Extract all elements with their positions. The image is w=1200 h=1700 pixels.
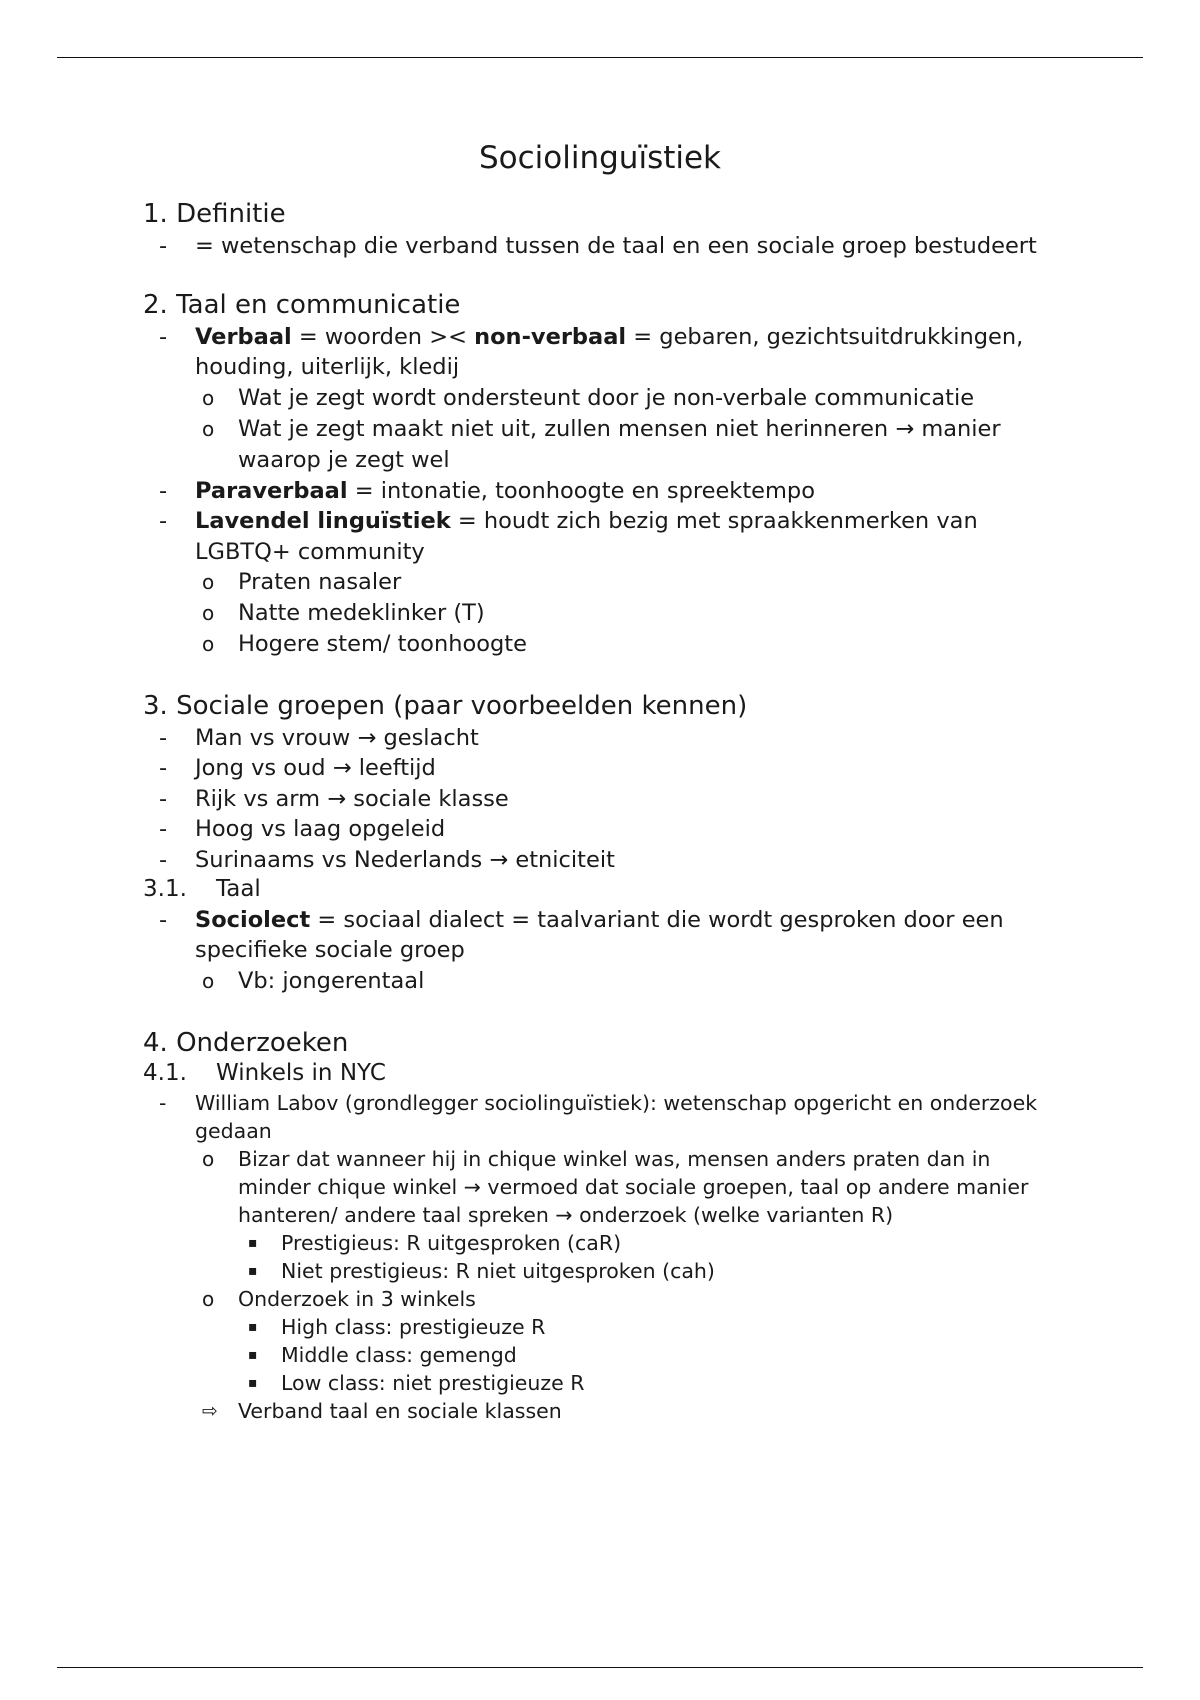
subsection-number: 3.1. (143, 876, 187, 902)
definitie-list (143, 231, 1063, 262)
term-non-verbaal: non-verbaal (474, 323, 627, 350)
page-title: Sociolinguïstiek (478, 140, 722, 176)
header-rule (57, 57, 1143, 58)
section-heading-sociale-groepen: 3. Sociale groepen (paar voorbeelden kennen) (143, 691, 748, 721)
circle-bullet: o (202, 416, 215, 441)
document-body (143, 198, 1063, 1425)
list-item (195, 567, 1063, 598)
item-text: Verband taal en sociale klassen (238, 1399, 562, 1424)
arrow-bullet-icon: ⇨ (202, 1400, 218, 1423)
list-item (143, 476, 1063, 507)
item-text: Natte medeklinker (T) (238, 600, 485, 626)
onderzoeken-block (143, 1089, 1063, 1425)
term-lavendel-linguistiek: Lavendel linguïstiek (195, 508, 451, 534)
sociolect-sublist (195, 966, 1063, 997)
circle-bullet: o (202, 1147, 215, 1172)
item-text: Bizar dat wanneer hij in chique winkel was, mensen anders praten dan in minder chique winkel → vermoed dat sociale groepen, taal op andere manier hanteren/ andere taal spreken → onderzoek (welke varianten R) (238, 1147, 1029, 1228)
item-text: Hogere stem/ toonhoogte (238, 631, 527, 657)
subsection-heading-taal (143, 875, 1063, 905)
dash-bullet: - (159, 816, 168, 842)
list-item (238, 1313, 1063, 1341)
list-item (143, 905, 1063, 997)
dash-bullet: - (159, 755, 168, 781)
list-item (143, 723, 1063, 754)
list-item (238, 1369, 1063, 1397)
item-text: Prestigieus: R uitgesproken (caR) (281, 1231, 622, 1256)
dash-bullet: - (159, 323, 168, 350)
item-text: Rijk vs arm → sociale klasse (195, 785, 509, 812)
dash-bullet: - (159, 724, 168, 751)
subsection-label: Winkels in NYC (216, 1060, 386, 1087)
circle-bullet: o (202, 570, 215, 594)
list-item (195, 629, 1063, 660)
square-bullet: ▪ (248, 1263, 258, 1280)
list-item (195, 414, 1063, 476)
list-item (195, 383, 1063, 414)
square-bullet: ▪ (248, 1347, 258, 1364)
item-text: Hoog vs laag opgeleid (195, 816, 446, 842)
lavendel-sublist (195, 567, 1063, 660)
list-item (143, 845, 1063, 876)
item-text: Wat je zegt maakt niet uit, zullen mensen niet herinneren → manier waarop je zegt wel (238, 415, 1001, 473)
item-text: Middle class: gemengd (281, 1343, 517, 1368)
section-heading-taal-en-communicatie: 2. Taal en communicatie (143, 290, 461, 320)
list-item (143, 231, 1063, 262)
item-text: = woorden >< (291, 323, 475, 350)
item-text: Jong vs oud → leeftijd (195, 755, 436, 781)
subsection-label: Taal (216, 876, 261, 902)
list-item (195, 598, 1063, 629)
sociale-groepen-list (143, 723, 1063, 876)
list-item (143, 1089, 1063, 1425)
section-heading-onderzoeken: 4. Onderzoeken (143, 1027, 349, 1058)
item-text: = gebaren, gezichtsuitdrukkingen, houding, uiterlijk, kledij (195, 323, 1024, 380)
list-item (238, 1341, 1063, 1369)
square-bullet: ▪ (248, 1235, 258, 1252)
list-item (238, 1257, 1063, 1285)
verbaal-sublist (195, 383, 1063, 476)
item-text: Praten nasaler (238, 569, 402, 595)
dash-bullet: - (159, 1091, 167, 1116)
item-text: Onderzoek in 3 winkels (238, 1287, 476, 1312)
winkels-sublist (238, 1313, 1063, 1397)
dash-bullet: - (159, 846, 168, 873)
item-text: = intonatie, toonhoogte en spreektempo (347, 477, 815, 504)
list-item (143, 784, 1063, 815)
list-item (195, 966, 1063, 997)
list-item (195, 1145, 1063, 1285)
circle-bullet: o (202, 632, 215, 656)
list-item (143, 753, 1063, 784)
circle-bullet: o (202, 968, 215, 993)
labov-sublist (195, 1145, 1063, 1425)
dash-bullet: - (159, 232, 168, 259)
item-text: Vb: jongerentaal (238, 967, 425, 994)
item-text: Low class: niet prestigieuze R (281, 1371, 585, 1396)
circle-bullet: o (202, 601, 215, 625)
taal-communicatie-list (143, 322, 1063, 661)
varianten-sublist (238, 1229, 1063, 1285)
item-text: = sociaal dialect = taalvariant die wordt gesproken door een specifieke sociale groep (195, 906, 1004, 964)
item-text: High class: prestigieuze R (281, 1315, 546, 1340)
list-item (238, 1229, 1063, 1257)
item-text: = houdt zich bezig met spraakkenmerken van LGBTQ+ community (195, 508, 978, 565)
circle-bullet: o (202, 385, 215, 410)
list-item (195, 1285, 1063, 1397)
onderzoeken-list (143, 1089, 1063, 1425)
list-item (143, 322, 1063, 476)
dash-bullet: - (159, 508, 168, 534)
footer-rule (57, 1667, 1143, 1668)
item-text: = wetenschap die verband tussen de taal en een sociale groep bestudeert (195, 232, 1037, 259)
term-verbaal: Verbaal (195, 323, 292, 350)
term-sociolect: Sociolect (195, 906, 311, 933)
dash-bullet: - (159, 785, 168, 812)
square-bullet: ▪ (248, 1375, 258, 1392)
item-text: Man vs vrouw → geslacht (195, 724, 479, 751)
item-text: William Labov (grondlegger sociolinguïstiek): wetenschap opgericht en onderzoek gedaan (195, 1091, 1038, 1144)
list-item (143, 814, 1063, 845)
dash-bullet: - (159, 477, 168, 504)
item-text: Surinaams vs Nederlands → etniciteit (195, 846, 615, 873)
term-paraverbaal: Paraverbaal (195, 477, 348, 504)
subsection-heading-winkels-in-nyc (143, 1059, 1063, 1089)
subsection-number: 4.1. (143, 1060, 187, 1087)
list-item (195, 1397, 1063, 1425)
dash-bullet: - (159, 906, 168, 933)
section-heading-definitie: 1. Definitie (143, 199, 286, 229)
list-item (143, 506, 1063, 660)
circle-bullet: o (202, 1287, 215, 1312)
item-text: Wat je zegt wordt ondersteunt door je non-verbale communicatie (238, 384, 975, 411)
item-text: Niet prestigieus: R niet uitgesproken (cah) (281, 1259, 715, 1284)
taal-list (143, 905, 1063, 997)
square-bullet: ▪ (248, 1319, 258, 1336)
